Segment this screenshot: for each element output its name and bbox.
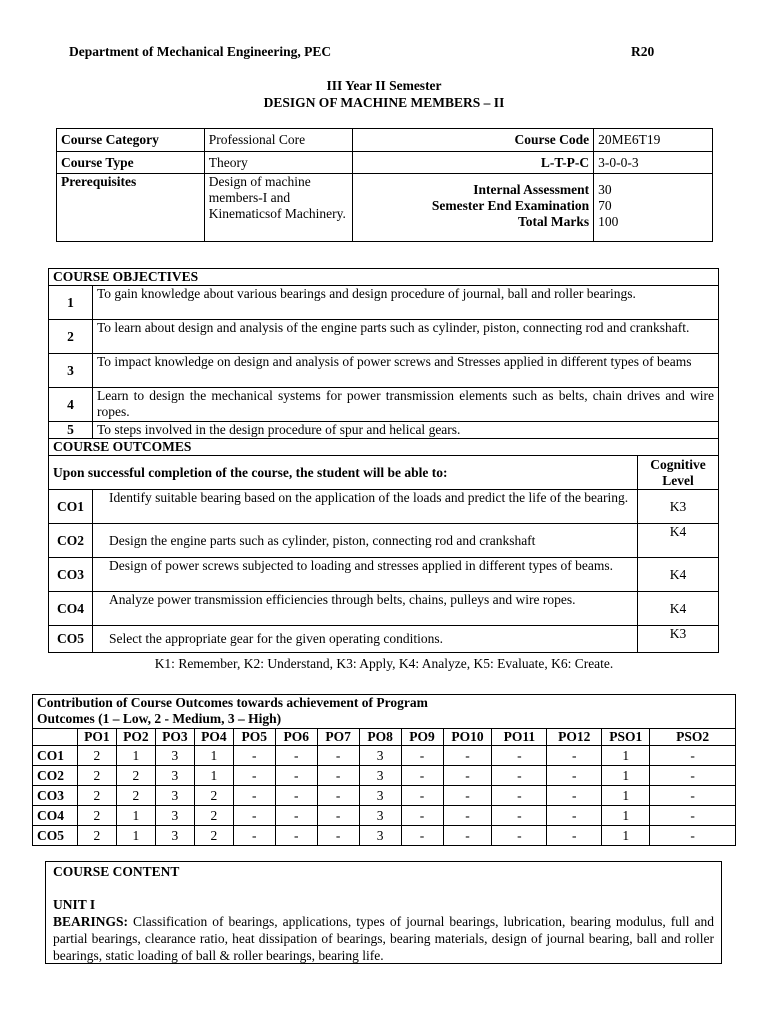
mapping-col-header: PO3 bbox=[155, 729, 194, 746]
outcomes-intro: Upon successful completion of the course, the student will be able to: bbox=[49, 456, 638, 490]
outcome-code: CO5 bbox=[49, 626, 93, 653]
co-po-mapping-table bbox=[32, 694, 736, 846]
mapping-cell: - bbox=[233, 786, 275, 806]
mapping-cell: - bbox=[443, 826, 492, 846]
mapping-cell: 1 bbox=[602, 766, 650, 786]
mapping-row-label: CO3 bbox=[33, 786, 78, 806]
mapping-cell: 1 bbox=[116, 826, 155, 846]
objectives-outcomes-table bbox=[48, 268, 719, 653]
mapping-cell: - bbox=[317, 746, 359, 766]
see-label: Semester End Examination bbox=[431, 198, 590, 213]
mapping-cell: - bbox=[443, 786, 492, 806]
mapping-col-header: PSO1 bbox=[602, 729, 650, 746]
course-info-table bbox=[56, 128, 713, 242]
mapping-cell: - bbox=[650, 766, 736, 786]
mapping-cell: - bbox=[401, 746, 443, 766]
objective-text: To steps involved in the design procedure of spur and helical gears. bbox=[92, 422, 718, 439]
objective-number: 1 bbox=[49, 286, 93, 320]
objective-text: To gain knowledge about various bearings and design procedure of journal, ball and roller bearings. bbox=[92, 286, 718, 320]
mapping-cell: 2 bbox=[77, 806, 116, 826]
mapping-col-header: PO12 bbox=[547, 729, 602, 746]
mapping-cell: - bbox=[547, 786, 602, 806]
mapping-cell: 3 bbox=[359, 766, 401, 786]
mapping-cell: 3 bbox=[155, 826, 194, 846]
mapping-cell: 2 bbox=[77, 826, 116, 846]
mapping-cell: 1 bbox=[602, 806, 650, 826]
mapping-cell: 1 bbox=[116, 806, 155, 826]
type-label: Course Type bbox=[57, 152, 205, 174]
unit-title: UNIT I bbox=[53, 897, 96, 912]
mapping-cell: 1 bbox=[602, 786, 650, 806]
mapping-cell: - bbox=[650, 806, 736, 826]
cognitive-legend: K1: Remember, K2: Understand, K3: Apply, K4: Analyze, K5: Evaluate, K6: Create. bbox=[154, 656, 614, 671]
mapping-cell: 3 bbox=[155, 766, 194, 786]
mapping-cell: 3 bbox=[155, 746, 194, 766]
objective-text: Learn to design the mechanical systems for power transmission elements such as belts, chain drives and wire ropes. bbox=[92, 388, 718, 422]
mapping-cell: 3 bbox=[359, 806, 401, 826]
mapping-cell: 2 bbox=[116, 766, 155, 786]
mapping-cell: - bbox=[443, 806, 492, 826]
mapping-cell: 2 bbox=[194, 786, 233, 806]
mapping-title bbox=[33, 695, 736, 729]
mapping-cell: 2 bbox=[77, 786, 116, 806]
mapping-row-label: CO5 bbox=[33, 826, 78, 846]
objective-number: 2 bbox=[49, 320, 93, 354]
mapping-cell: 2 bbox=[77, 766, 116, 786]
mapping-cell: - bbox=[650, 746, 736, 766]
outcome-code: CO1 bbox=[49, 490, 93, 524]
type-value: Theory bbox=[204, 152, 352, 174]
mapping-row bbox=[33, 806, 736, 826]
mapping-cell: - bbox=[275, 826, 317, 846]
topic-label: BEARINGS: bbox=[53, 914, 129, 929]
total-label: Total Marks bbox=[517, 214, 590, 229]
see-value: 70 bbox=[598, 198, 612, 213]
mapping-col-header: PO9 bbox=[401, 729, 443, 746]
mapping-cell: - bbox=[650, 826, 736, 846]
mapping-cell: 1 bbox=[602, 826, 650, 846]
mapping-cell: 1 bbox=[116, 746, 155, 766]
objective-number: 4 bbox=[49, 388, 93, 422]
unit-description bbox=[53, 913, 714, 964]
mapping-row bbox=[33, 786, 736, 806]
mapping-cell: 2 bbox=[194, 806, 233, 826]
prereq-value: Design of machine members-I and Kinematicsof Machinery. bbox=[204, 174, 352, 242]
mapping-cell: - bbox=[443, 746, 492, 766]
mapping-cell: - bbox=[492, 786, 547, 806]
ia-label: Internal Assessment bbox=[473, 182, 590, 197]
mapping-col-header: PO8 bbox=[359, 729, 401, 746]
mapping-cell: - bbox=[317, 766, 359, 786]
objectives-heading: COURSE OBJECTIVES bbox=[49, 269, 719, 286]
mapping-cell: - bbox=[547, 766, 602, 786]
mapping-cell: 1 bbox=[194, 766, 233, 786]
mapping-row-label: CO1 bbox=[33, 746, 78, 766]
mapping-cell: - bbox=[275, 746, 317, 766]
mapping-cell: - bbox=[233, 746, 275, 766]
mapping-col-header: PO4 bbox=[194, 729, 233, 746]
mapping-row bbox=[33, 746, 736, 766]
mapping-cell: - bbox=[492, 826, 547, 846]
outcome-code: CO3 bbox=[49, 558, 93, 592]
ltpc-value: 3-0-0-3 bbox=[594, 152, 713, 174]
mapping-cell: 3 bbox=[359, 826, 401, 846]
mapping-col-header: PO1 bbox=[77, 729, 116, 746]
mapping-cell: - bbox=[650, 786, 736, 806]
mapping-cell: - bbox=[401, 766, 443, 786]
course-content-box bbox=[45, 861, 722, 964]
ia-value: 30 bbox=[598, 182, 612, 197]
outcome-level: K4 bbox=[638, 558, 719, 592]
content-heading: COURSE CONTENT bbox=[53, 864, 180, 879]
cognitive-level-header: Cognitive Level bbox=[638, 456, 719, 490]
total-value: 100 bbox=[598, 214, 619, 229]
mapping-cell: - bbox=[401, 806, 443, 826]
ltpc-label: L-T-P-C bbox=[352, 152, 594, 174]
mapping-cell: - bbox=[233, 806, 275, 826]
mapping-cell: - bbox=[317, 806, 359, 826]
outcome-level: K4 bbox=[638, 592, 719, 626]
mapping-cell: - bbox=[275, 766, 317, 786]
mapping-title-line1: Contribution of Course Outcomes towards achievement of Program bbox=[37, 695, 428, 710]
outcome-text: Select the appropriate gear for the given operating conditions. bbox=[92, 626, 637, 653]
outcome-code: CO2 bbox=[49, 524, 93, 558]
outcome-text: Design the engine parts such as cylinder, piston, connecting rod and crankshaft bbox=[92, 524, 637, 558]
outcome-text: Identify suitable bearing based on the application of the loads and predict the life of the bearing. bbox=[92, 490, 637, 524]
outcome-level: K4 bbox=[638, 524, 719, 558]
topic-text: Classification of bearings, applications, types of journal bearings, lubrication, bearing modulus, full and partial bearings, clearance ratio, heat dissipation of bearings, bearing materials, design of journal bearing, ball and roller bearings, static loading of ball & roller bearings, bearing life. bbox=[53, 914, 714, 963]
mapping-cell: - bbox=[492, 766, 547, 786]
mapping-cell: 3 bbox=[359, 786, 401, 806]
objective-text: To impact knowledge on design and analysis of power screws and Stresses applied in different types of beams bbox=[92, 354, 718, 388]
mapping-cell: 2 bbox=[194, 826, 233, 846]
objective-number: 5 bbox=[49, 422, 93, 439]
objective-text: To learn about design and analysis of the engine parts such as cylinder, piston, connecting rod and crankshaft. bbox=[92, 320, 718, 354]
mapping-row bbox=[33, 766, 736, 786]
mapping-corner-cell bbox=[33, 729, 78, 746]
mapping-col-header: PO5 bbox=[233, 729, 275, 746]
mapping-col-header: PSO2 bbox=[650, 729, 736, 746]
mapping-col-header: PO7 bbox=[317, 729, 359, 746]
mapping-cell: 3 bbox=[359, 746, 401, 766]
mapping-cell: - bbox=[547, 806, 602, 826]
mapping-cell: - bbox=[547, 746, 602, 766]
code-value: 20ME6T19 bbox=[594, 129, 713, 152]
marks-labels bbox=[352, 174, 594, 242]
mapping-row bbox=[33, 826, 736, 846]
mapping-title-line2: Outcomes (1 – Low, 2 - Medium, 3 – High) bbox=[37, 711, 282, 726]
mapping-cell: - bbox=[492, 806, 547, 826]
mapping-col-header: PO6 bbox=[275, 729, 317, 746]
mapping-cell: - bbox=[233, 766, 275, 786]
outcome-code: CO4 bbox=[49, 592, 93, 626]
category-value: Professional Core bbox=[204, 129, 352, 152]
mapping-cell: - bbox=[317, 786, 359, 806]
outcomes-heading: COURSE OUTCOMES bbox=[49, 439, 719, 456]
outcome-level: K3 bbox=[638, 626, 719, 653]
prereq-label: Prerequisites bbox=[57, 174, 205, 242]
mapping-cell: 2 bbox=[77, 746, 116, 766]
regulation-code: R20 bbox=[631, 44, 655, 59]
mapping-cell: - bbox=[401, 786, 443, 806]
mapping-header-row bbox=[33, 729, 736, 746]
mapping-col-header: PO10 bbox=[443, 729, 492, 746]
mapping-cell: 1 bbox=[194, 746, 233, 766]
code-label: Course Code bbox=[352, 129, 594, 152]
department-name: Department of Mechanical Engineering, PEC bbox=[69, 44, 332, 59]
mapping-col-header: PO11 bbox=[492, 729, 547, 746]
mapping-col-header: PO2 bbox=[116, 729, 155, 746]
mapping-cell: 1 bbox=[602, 746, 650, 766]
mapping-cell: - bbox=[275, 786, 317, 806]
mapping-row-label: CO2 bbox=[33, 766, 78, 786]
marks-values bbox=[594, 174, 713, 242]
objective-number: 3 bbox=[49, 354, 93, 388]
mapping-cell: - bbox=[233, 826, 275, 846]
course-title: DESIGN OF MACHINE MEMBERS – II bbox=[263, 95, 505, 110]
mapping-cell: - bbox=[547, 826, 602, 846]
category-label: Course Category bbox=[57, 129, 205, 152]
semester-label: III Year II Semester bbox=[326, 78, 442, 93]
mapping-cell: - bbox=[275, 806, 317, 826]
mapping-row-label: CO4 bbox=[33, 806, 78, 826]
mapping-cell: - bbox=[317, 826, 359, 846]
mapping-cell: 2 bbox=[116, 786, 155, 806]
mapping-cell: - bbox=[443, 766, 492, 786]
outcome-text: Analyze power transmission efficiencies through belts, chains, pulleys and wire ropes. bbox=[92, 592, 637, 626]
mapping-cell: 3 bbox=[155, 806, 194, 826]
mapping-cell: 3 bbox=[155, 786, 194, 806]
outcome-level: K3 bbox=[638, 490, 719, 524]
outcome-text: Design of power screws subjected to loading and stresses applied in different types of beams. bbox=[92, 558, 637, 592]
mapping-cell: - bbox=[401, 826, 443, 846]
mapping-cell: - bbox=[492, 746, 547, 766]
